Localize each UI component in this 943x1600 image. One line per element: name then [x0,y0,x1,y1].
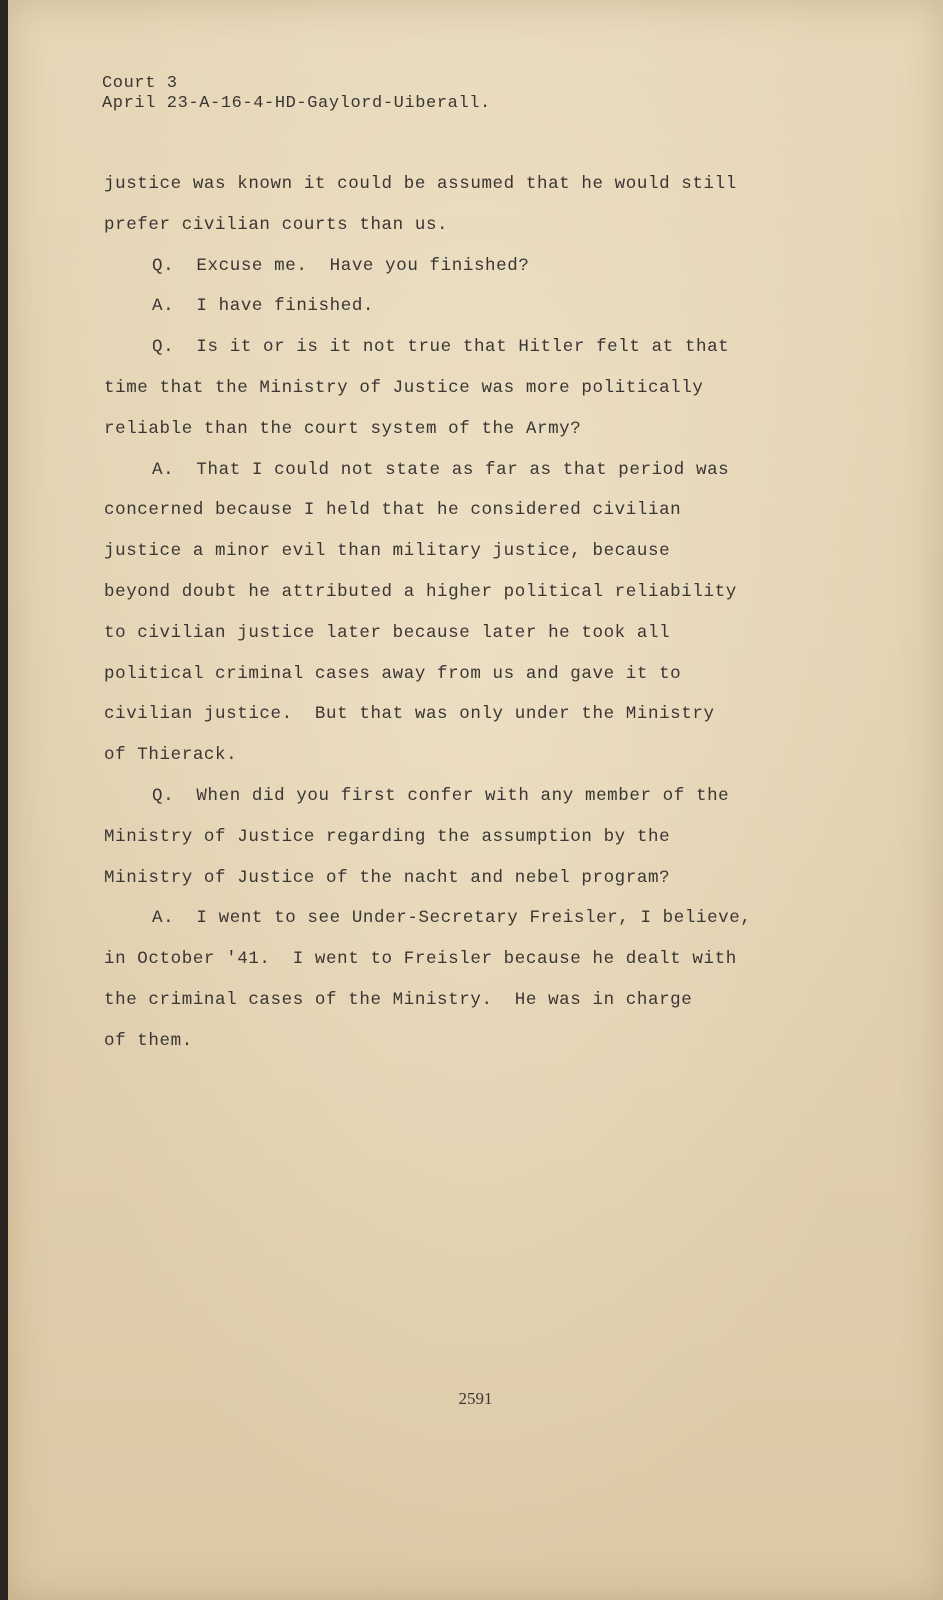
transcript-line: time that the Ministry of Justice was more politically [104,377,704,398]
transcript-line: justice a minor evil than military justice, because [104,541,671,562]
transcript-line: of Thierack. [104,745,238,766]
transcript-line: political criminal cases away from us and gave it to [104,663,682,684]
transcript-line: civilian justice. But that was only under the Ministry [104,704,715,725]
transcript-line: concerned because I held that he considered civilian [104,500,682,521]
transcript-line: A. That I could not state as far as that period was [152,459,730,480]
transcript-line: beyond doubt he attributed a higher political reliability [104,581,737,602]
transcript-line: reliable than the court system of the Army? [104,418,582,439]
transcript-line: the criminal cases of the Ministry. He was in charge [104,989,693,1010]
page-number: 2591 [458,1389,493,1408]
transcript-line: justice was known it could be assumed that he would still [104,174,737,194]
transcript-line: in October '41. I went to Freisler because he dealt with [104,949,737,970]
transcript-line: of them. [104,1030,193,1051]
header-court: Court 3 [102,74,178,93]
transcript-line: A. I went to see Under-Secretary Freisler, I believe, [152,908,752,929]
transcript-line: Q. Is it or is it not true that Hitler felt at that [152,337,730,358]
document-header [102,74,491,114]
transcript-line: Ministry of Justice regarding the assumption by the [104,826,671,847]
transcript-line: Ministry of Justice of the nacht and nebel program? [104,867,671,888]
transcript-line: Q. Excuse me. Have you finished? [152,255,530,276]
transcript-line: A. I have finished. [152,296,375,317]
transcript-line: to civilian justice later because later he took all [104,622,671,643]
document-page [8,0,943,1600]
header-session-code: April 23-A-16-4-HD-Gaylord-Uiberall. [102,94,491,113]
transcript-line: prefer civilian courts than us. [104,214,449,235]
transcript-body [104,164,914,1062]
transcript-line: Q. When did you first confer with any member of the [152,785,730,806]
